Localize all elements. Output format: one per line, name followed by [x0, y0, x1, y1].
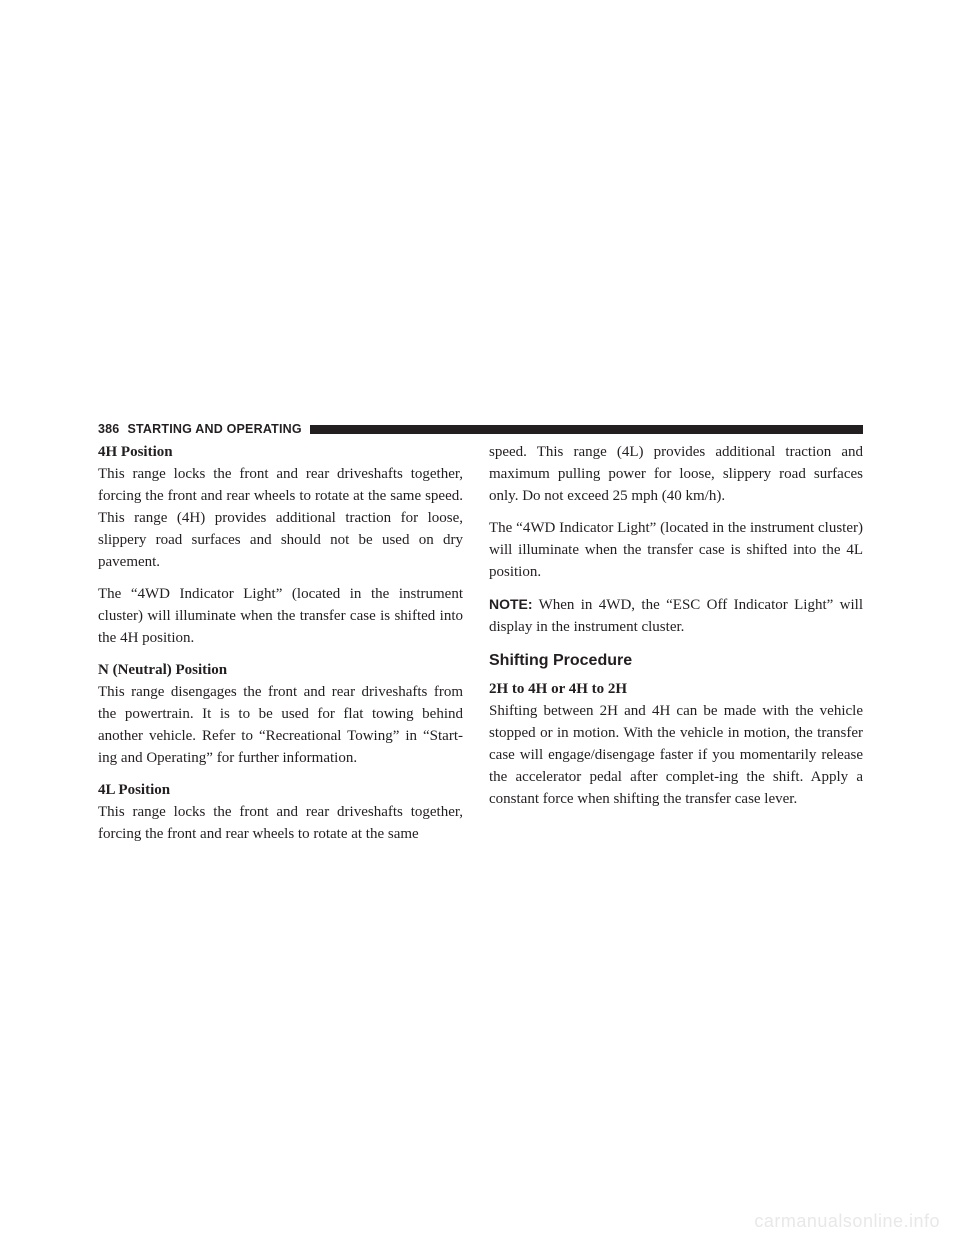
paragraph-4l-description-end: speed. This range (4L) provides additional traction and maximum pulling power for loose, slippery road surfaces only. Do not exceed 25 mph (40 km/h). [489, 444, 863, 504]
subheading-4l-position: 4L Position [98, 782, 171, 798]
subheading-neutral-position: N (Neutral) Position [98, 662, 228, 678]
right-column [489, 441, 863, 810]
paragraph-4l-indicator: The “4WD Indicator Light” (located in the instrument cluster) will illuminate when the transfer case is shifted into the 4L position. [489, 520, 863, 580]
watermark: carmanualsonline.info [754, 1211, 940, 1231]
header-rule [310, 425, 863, 434]
paragraph-neutral-description: This range disengages the front and rear driveshafts from the powertrain. It is to be used for flat towing behind another vehicle. Refer to “Recreational Towing” in “Start-ing and Operating” for further information. [98, 684, 463, 766]
page-header [98, 420, 863, 438]
paragraph-4h-description: This range locks the front and rear driveshafts together, forcing the front and rear wheels to rotate at the same speed. This range (4H) provides additional traction for loose, slippery road surfaces and should not be used on dry pavement. [98, 466, 463, 570]
note-paragraph [489, 593, 863, 638]
section-heading-shifting-procedure: Shifting Procedure [489, 652, 633, 669]
page-number: 386 [98, 422, 120, 436]
paragraph-4l-description-start: This range locks the front and rear driveshafts together, forcing the front and rear wheels to rotate at the same [98, 804, 463, 842]
subheading-4h-position: 4H Position [98, 444, 173, 460]
note-label: NOTE: [489, 596, 533, 612]
section-title: STARTING AND OPERATING [127, 422, 302, 436]
subheading-2h-4h: 2H to 4H or 4H to 2H [489, 681, 628, 697]
paragraph-shifting-description: Shifting between 2H and 4H can be made with the vehicle stopped or in motion. With the vehicle in motion, the transfer case will engage/disengage faster if you momentarily release the accelerator pedal after complet-ing the shift. Apply a constant force when shifting the transfer case lever. [489, 703, 863, 807]
paragraph-4h-indicator: The “4WD Indicator Light” (located in the instrument cluster) will illuminate when the transfer case is shifted into the 4H position. [98, 586, 463, 646]
left-column [98, 441, 463, 845]
note-text: When in 4WD, the “ESC Off Indicator Light” will display in the instrument cluster. [489, 597, 863, 635]
